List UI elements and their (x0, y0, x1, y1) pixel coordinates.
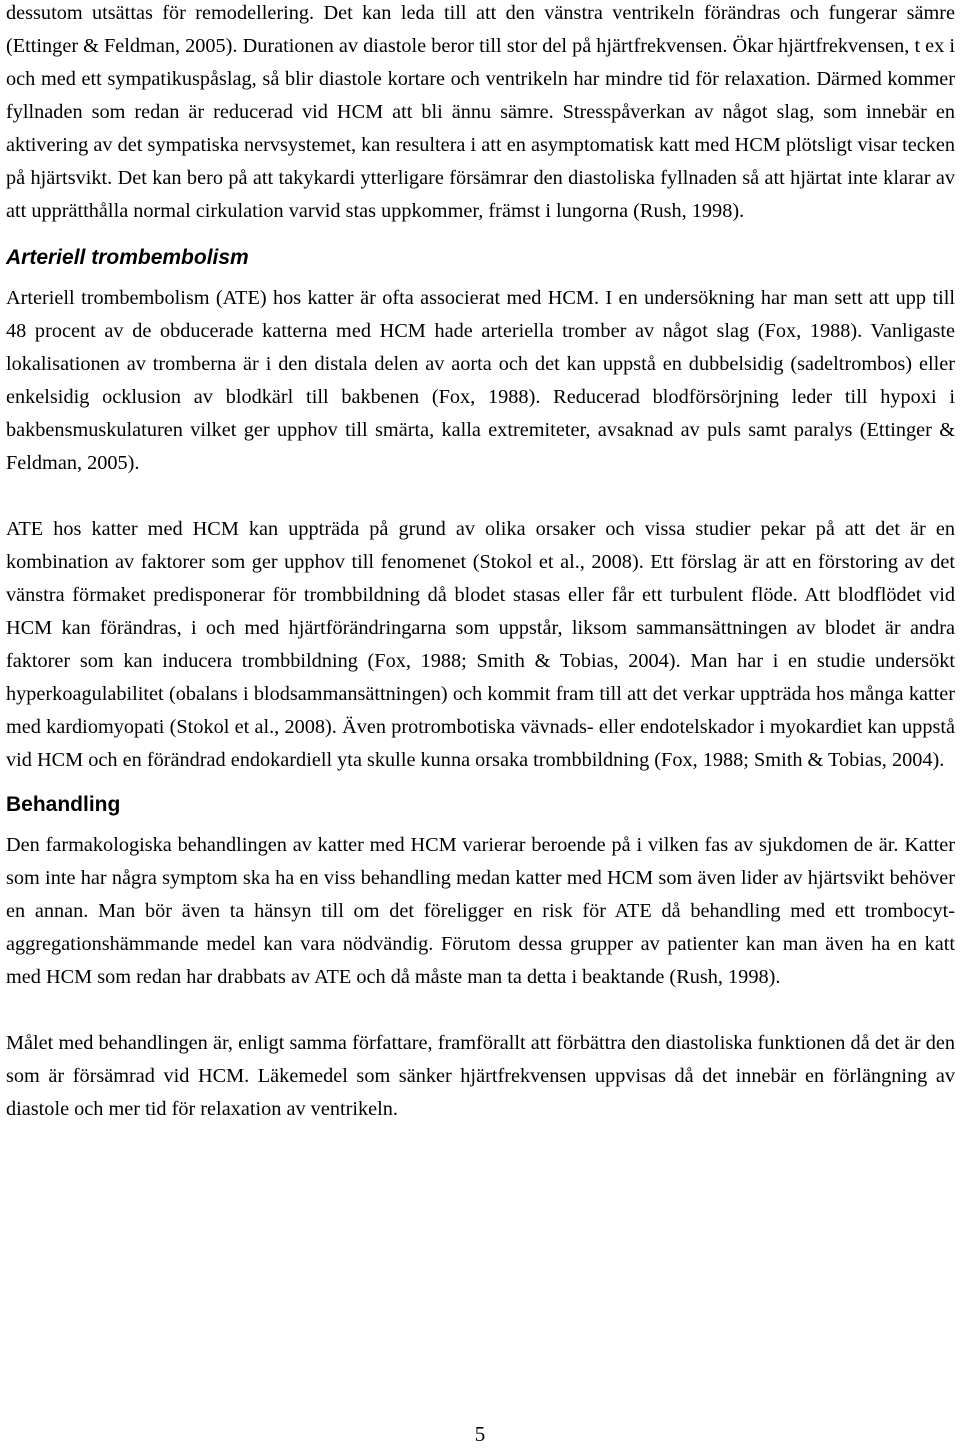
paragraph-ate-causes: ATE hos katter med HCM kan uppträda på grund av olika orsaker och vissa studier pekar på att det är en kombination av faktorer som ger upphov till fenomenet (Stokol et al., 2008). Ett förslag är att en förstoring av det vänstra förmaket predisponerar för trombbildning då blodet stasas eller får ett turbulent flöde. Att blodflödet vid HCM kan förändras, i och med hjärtförändringarna som uppstår, liksom sammansättningen av blodet är andra faktorer som kan inducera trombbildning (Fox, 1988; Smith & Tobias, 2004). Man har i en studie undersökt hyperkoagulabilitet (obalans i blodsammansättningen) och kommit fram till att det verkar uppträda hos många katter med kardiomyopati (Stokol et al., 2008). Även protrombotiska vävnads- eller endotelskador i myokardiet kan uppstå vid HCM och en förändrad endokardiell yta skulle kunna orsaka trombbildning (Fox, 1988; Smith & Tobias, 2004). (6, 518, 955, 771)
page-number: 5 (474, 1422, 486, 1446)
document-page (6, 0, 955, 1126)
paragraph-remodeling: dessutom utsättas för remodellering. Det kan leda till att den vänstra ventrikeln förändras och fungerar sämre (Ettinger & Feldman, 2005). Durationen av diastole beror till stor del på hjärtfrekvensen. Ökar hjärtfrekvensen, t ex i och med ett sympatikuspåslag, så blir diastole kortare och ventrikeln har mindre tid för relaxation. Därmed kommer fyllnaden som redan är reducerad vid HCM att bli ännu sämre. Stresspåverkan av något slag, som innebär en aktivering av det sympatiska nervsystemet, kan resultera i att en asymptomatisk katt med HCM plötsligt visar tecken på hjärtsvikt. Det kan bero på att takykardi ytterligare försämrar den diastoliska fyllnaden så att hjärtat inte klarar av att upprätthålla normal cirkulation varvid stas uppkommer, främst i lungorna (Rush, 1998). (6, 2, 955, 222)
section-heading-behandling: Behandling (6, 793, 121, 816)
paragraph-treatment-goal: Målet med behandlingen är, enligt samma författare, framförallt att förbättra den diastoliska funktionen då det är den som är försämrad vid HCM. Läkemedel som sänker hjärtfrekvensen uppvisas då det innebär en förlängning av diastole och mer tid för relaxation av ventrikeln. (6, 1032, 955, 1120)
paragraph-spacer (6, 994, 955, 1027)
paragraph-spacer (6, 480, 955, 513)
paragraph-ate-intro: Arteriell trombembolism (ATE) hos katter är ofta associerat med HCM. I en undersökning har man sett att upp till 48 procent av de obducerade katterna med HCM hade arteriella tromber av något slag (Fox, 1988). Vanligaste lokalisationen av tromberna är i den distala delen av aorta och det kan uppstå en dubbelsidig (sadeltrombos) eller enkelsidig ocklusion av blodkärl till bakbenen (Fox, 1988). Reducerad blodförsörjning leder till hypoxi i bakbensmuskulaturen vilket ger upphov till smärta, kalla extremiteter, avsaknad av puls samt paralys (Ettinger & Feldman, 2005). (6, 287, 955, 474)
paragraph-treatment: Den farmakologiska behandlingen av katter med HCM varierar beroende på i vilken fas av sjukdomen de är. Katter som inte har några symptom ska ha en viss behandling medan katter med HCM som även lider av hjärtsvikt behöver en annan. Man bör även ta hänsyn till om det föreligger en risk för ATE då behandling med ett trombocyt-aggregationshämmande medel kan vara nödvändig. Förutom dessa grupper av patienter kan man även ha en katt med HCM som redan har drabbats av ATE och då måste man ta detta i beaktande (Rush, 1998). (6, 834, 955, 988)
section-heading-arteriell-trombembolism: Arteriell trombembolism (6, 246, 249, 269)
